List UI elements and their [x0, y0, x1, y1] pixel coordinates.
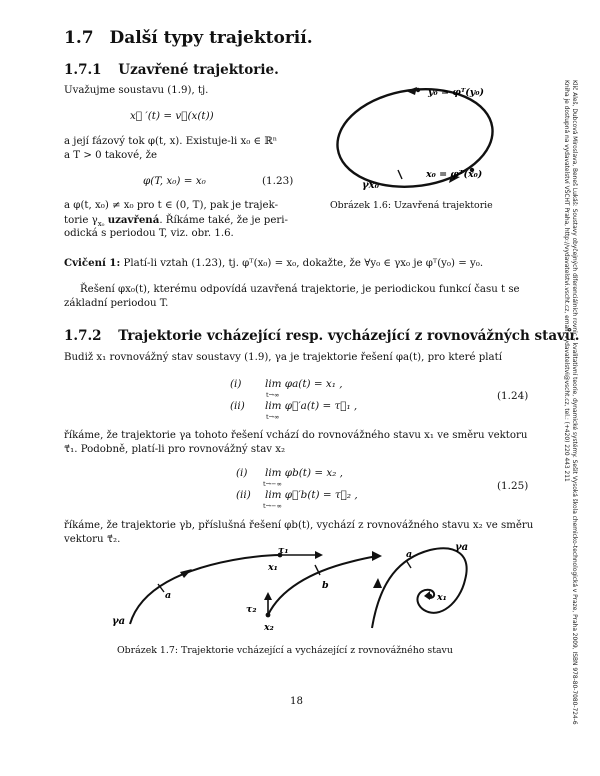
eq124-ii-expr: lim φ⃗′a(t) = τ⃗₁ , — [265, 400, 358, 412]
eq125-i-expr: lim φb(t) = x₂ , — [265, 467, 343, 479]
figure-entering-exiting-trajectories — [110, 540, 490, 640]
eq125-i-sub: t→−∞ — [263, 480, 282, 488]
exercise-text: Platí-li vztah (1.23), tj. φᵀ(x₀) = x₀, dokažte, že ∀y₀ ∈ γx₀ je φᵀ(y₀) = y₀. — [123, 258, 484, 269]
paragraph4-line1: říkáme, že trajektorie γb, příslušná řešení φb(t), vychází z rovnovážného stavu x₂ ve směru — [64, 520, 534, 531]
side-notice-line2: Kniha je dostupná na vydavatelství VŠCHT Praha, http://vydavatelstvi.vscht.cz, email: vydavatelstvi@vscht.cz, tel.: (+420) 220 443 211 — [563, 80, 569, 482]
trajectory-gamma-a-right — [372, 548, 467, 628]
closed-keyword: uzavřená — [107, 214, 160, 226]
tick-a-right — [406, 560, 411, 568]
label-a-right: a — [406, 549, 413, 560]
closed-text-line1: a φ(t, x₀) ≠ x₀ pro t ∈ (0, T), pak je trajek- — [64, 200, 279, 211]
section-title: Další typy trajektorií. — [109, 28, 313, 48]
eq125-number: (1.25) — [497, 480, 529, 492]
paragraph3-line2: τ⃗₁. Podobně, platí-li pro rovnovážný stav x₂ — [64, 444, 286, 455]
solution-line1: Řešení φx₀(t), kterému odpovídá uzavřená trajektorie, je periodickou funkcí času t se — [80, 284, 520, 295]
label-a-left: a — [165, 590, 172, 601]
exercise-label: Cvičení 1: — [64, 257, 121, 269]
vector-tau1-head — [315, 551, 323, 559]
point-x1-right — [428, 594, 432, 598]
figure2-caption: Obrázek 1.7: Trajektorie vcházející a vycházející z rovnovážného stavu — [117, 645, 453, 656]
equation-periodic: φ(T, x₀) = x₀ — [143, 175, 206, 187]
paragraph2: Budiž x₁ rovnovážný stav soustavy (1.9), γa je trajektorie řešení φa(t), pro které platí — [64, 352, 502, 363]
side-notice-line1: Klíč Aleš, Dubcová Miroslava, Beneš Lukáš: Soustavy obyčejných diferenciálních rovnic – kvalitativní teorie, dynamické systémy. Sešit Vysoká škola chemicko-technologická v Praze, Praha 2009, ISBN 978-80-7080-724-6 — [571, 80, 577, 725]
label-gamma-a-left: γa — [112, 616, 126, 627]
subsection1-heading — [64, 62, 279, 78]
section-number: 1.7 — [64, 28, 94, 48]
eq125-ii-sub: t→−∞ — [263, 502, 282, 510]
figure1-caption: Obrázek 1.6: Uzavřená trajektorie — [330, 200, 493, 211]
label-x0: x₀ = φᵀ(x₀) — [426, 169, 483, 180]
label-x1-left: x₁ — [268, 562, 278, 573]
label-x1-right: x₁ — [437, 592, 447, 603]
eq124-number: (1.24) — [497, 390, 529, 402]
eq124-i-expr: lim φa(t) = x₁ , — [265, 378, 343, 390]
arrowhead-right-outer — [373, 578, 382, 588]
label-gamma-a-right: γa — [455, 542, 469, 553]
eq124-i-label: (i) — [230, 378, 242, 390]
section-heading — [64, 28, 313, 48]
label-gamma-x0: γx₀ — [362, 180, 379, 191]
label-b: b — [322, 580, 329, 591]
intro-text: Uvažujme soustavu (1.9), tj. — [64, 85, 209, 96]
equation-number-1-23: (1.23) — [262, 175, 294, 187]
label-y0: y₀ = φᵀ(y₀) — [428, 87, 484, 98]
point-y0 — [416, 88, 420, 92]
flow-text-line1: a její fázový tok φ(t, x). Existuje-li x₀ ∈ ℝⁿ — [64, 136, 278, 147]
eq124-i-sub: t→∞ — [266, 391, 280, 399]
solution-line2: základní periodou T. — [64, 298, 169, 309]
label-tau2: τ₂ — [246, 604, 257, 615]
eq125-ii-expr: lim φ⃗′b(t) = τ⃗₂ , — [265, 489, 358, 501]
trajectory-arrowhead-top — [406, 87, 417, 95]
flow-text-line2: a T > 0 takové, že — [64, 150, 157, 161]
eq124-ii-label: (ii) — [230, 400, 245, 412]
subsection2-heading — [64, 328, 579, 344]
figure-closed-trajectory — [320, 80, 520, 220]
trajectory-tick — [398, 170, 402, 179]
arrowhead-left — [180, 569, 192, 578]
page-number: 18 — [290, 696, 303, 707]
eq124-ii-sub: t→∞ — [266, 413, 280, 421]
equation-system: x⃗ ′(t) = v⃗(x(t)) — [130, 110, 214, 122]
eq125-i-label: (i) — [236, 467, 248, 479]
label-x2: x₂ — [264, 622, 274, 633]
closed-text-line2: torie $\gamma_{x_0}$ uzavřená. Říkáme také, že je peri- — [64, 214, 288, 229]
subsection1-title: Uzavřené trajektorie. — [118, 62, 279, 78]
subsection1-number: 1.7.1 — [64, 62, 102, 78]
paragraph3-line1: říkáme, že trajektorie γa tohoto řešení vchází do rovnovážného stavu x₁ ve směru vektoru — [64, 430, 528, 441]
paragraph4-line2: vektoru τ⃗₂. — [64, 534, 121, 545]
label-tau1: τ₁ — [278, 545, 289, 556]
trajectory-gamma-a-left — [130, 555, 280, 624]
exercise-block — [64, 256, 554, 272]
closed-text-line3: odická s periodou T, viz. obr. 1.6. — [64, 228, 234, 239]
side-copyright-notice — [563, 80, 579, 725]
arrowhead-middle — [372, 551, 382, 561]
subsection2-title: Trajektorie vcházející resp. vycházející z rovnovážných stavů. — [118, 328, 580, 344]
vector-tau2-head — [264, 592, 272, 600]
eq125-ii-label: (ii) — [236, 489, 251, 501]
subsection2-number: 1.7.2 — [64, 328, 102, 344]
